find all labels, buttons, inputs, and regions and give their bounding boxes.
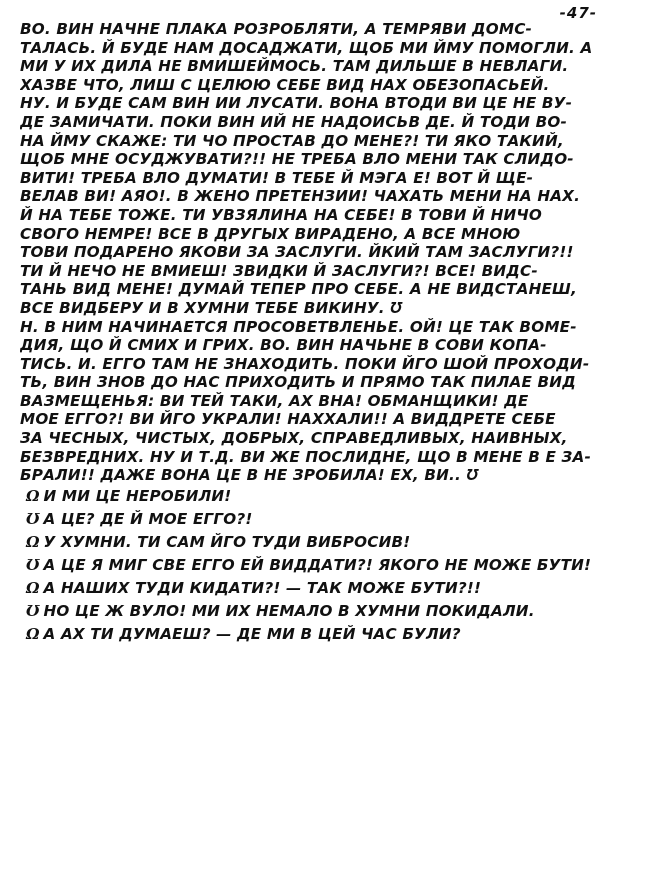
text-line: НУ. И БУДЕ САМ ВИН ИИ ЛУСАТИ. ВОНА ВТОДИ ВИ ЦЕ НЕ ВУ- <box>20 94 573 113</box>
text-line: БЕЗВРЕДНИХ. НУ И Т.Д. ВИ ЖЕ ПОСЛИДНЕ, ЩО В МЕНЕ В Е ЗА- <box>20 447 591 466</box>
speaker-mark: Ω <box>26 624 40 643</box>
dialogue-text: У ХУМНИ. ТИ САМ ЙГО ТУДИ ВИБРОСИВ! <box>43 532 411 551</box>
text-line: НА ЙМУ СКАЖЕ: ТИ ЧО ПРОСТАВ ДО МЕНЕ?! ТИ ЯКО ТАКИЙ, <box>20 131 564 150</box>
speaker-mark: Ʊ <box>26 601 40 620</box>
text-line: ЗА ЧЕСНЫХ, ЧИСТЫХ, ДОБРЫХ, СПРАВЕДЛИВЫХ, НАИВНЫХ, <box>20 429 568 448</box>
text-line: ТИСЬ. И. ЕГГО ТАМ НЕ ЗНАХОДИТЬ. ПОКИ ЙГО ШОЙ ПРОХОДИ- <box>20 354 590 373</box>
text-line: ТАНЬ ВИД МЕНЕ! ДУМАЙ ТЕПЕР ПРО СЕБЕ. А НЕ ВИДСТАНЕШ, <box>20 280 577 299</box>
dialogue-text: А ЦЕ? ДЕ Й МОЕ ЕГГО?! <box>43 509 253 528</box>
dialogue-line <box>20 623 627 646</box>
speaker-mark: Ω <box>26 532 40 551</box>
dialogue-block <box>20 485 627 646</box>
text-line: ТИ Й НЕЧО НЕ ВМИЕШ! ЗВИДКИ Й ЗАСЛУГИ?! ВСЕ! ВИДС- <box>20 261 538 280</box>
dialogue-text: И МИ ЦЕ НЕРОБИЛИ! <box>43 486 232 505</box>
dialogue-line <box>20 485 627 508</box>
text-line: ТОВИ ПОДАРЕНО ЯКОВИ ЗА ЗАСЛУГИ. ЙКИЙ ТАМ ЗАСЛУГИ?!! <box>20 243 574 262</box>
text-line: БРАЛИ!! ДАЖЕ ВОНА ЦЕ В НЕ ЗРОБИЛА! ЕХ, ВИ.. Ʊ <box>20 466 479 485</box>
dialogue-text: А НАШИХ ТУДИ КИДАТИ?! — ТАК МОЖЕ БУТИ?!! <box>43 578 482 597</box>
text-line: ВСЕ ВИДБЕРУ И В ХУМНИ ТЕБЕ ВИКИНУ. Ʊ <box>20 298 403 317</box>
text-line: Н. В НИМ НАЧИНАЕТСЯ ПРОСОВЕТВЛЕНЬЕ. ОЙ! ЦЕ ТАК ВОМЕ- <box>20 317 577 336</box>
text-line: Й НА ТЕБЕ ТОЖЕ. ТИ УВЗЯЛИНА НА СЕБЕ! В ТОВИ Й НИЧО <box>20 205 542 224</box>
text-line: ВЕЛАВ ВИ! АЯО!. В ЖЕНО ПРЕТЕНЗИИ! ЧАХАТЬ МЕНИ НА НАХ. <box>20 187 581 206</box>
dialogue-line <box>20 508 627 531</box>
dialogue-line <box>20 577 627 600</box>
speaker-mark: Ω <box>26 578 40 597</box>
speaker-mark: Ʊ <box>26 509 40 528</box>
page-number: -47- <box>559 4 597 22</box>
text-line: ТАЛАСЬ. Й БУДЕ НАМ ДОСАДЖАТИ, ЩОБ МИ ЙМУ ПОМОГЛИ. А <box>20 38 593 57</box>
text-line: ДЕ ЗАМИЧАТИ. ПОКИ ВИН ИЙ НЕ НАДОИСЬВ ДЕ. Й ТОДИ ВО- <box>20 112 568 131</box>
dialogue-line <box>20 600 627 623</box>
dialogue-text: А ЦЕ Я МИГ СВЕ ЕГГО ЕЙ ВИДДАТИ?! ЯКОГО НЕ МОЖЕ БУТИ! <box>43 555 592 574</box>
text-line: ВАЗМЕЩЕНЬЯ: ВИ ТЕЙ ТАКИ, АХ ВНА! ОБМАНЩИКИ! ДЕ <box>20 391 529 410</box>
text-line: ТЬ, ВИН ЗНОВ ДО НАС ПРИХОДИТЬ И ПРЯМО ТАК ПИЛАЕ ВИД <box>20 373 576 392</box>
text-line: ВО. ВИН НАЧНЕ ПЛАКА РОЗРОБЛЯТИ, А ТЕМРЯВИ ДОМС- <box>20 20 533 38</box>
text-line: ВИТИ! ТРЕБА ВЛО ДУМАТИ! В ТЕБЕ Й МЭГА Е! ВОТ Й ЩЕ- <box>20 168 534 187</box>
speaker-mark: Ʊ <box>26 555 40 574</box>
text-line: МИ У ИХ ДИЛА НЕ ВМИШЕЙМОСЬ. ТАМ ДИЛЬШЕ В НЕВЛАГИ. <box>20 57 569 76</box>
speaker-mark: Ω <box>26 486 40 505</box>
dialogue-text: НО ЦЕ Ж ВУЛО! МИ ИХ НЕМАЛО В ХУМНИ ПОКИДАЛИ. <box>43 601 535 620</box>
text-line: ДИЯ, ЩО Й СМИХ И ГРИХ. ВО. ВИН НАЧЬНЕ В СОВИ КОПА- <box>20 336 547 355</box>
text-line: ЩОБ МНЕ ОСУДЖУВАТИ?!! НЕ ТРЕБА ВЛО МЕНИ ТАК СЛИДО- <box>20 150 574 169</box>
text-line: МОЕ ЕГГО?! ВИ ЙГО УКРАЛИ! НАХХАЛИ!! А ВИДДРЕТЕ СЕБЕ <box>20 410 556 429</box>
text-line: СВОГО НЕМРЕ! ВСЕ В ДРУГЫХ ВИРАДЕНО, А ВСЕ МНОЮ <box>20 224 521 243</box>
text-line: ХАЗВЕ ЧТО, ЛИШ С ЦЕЛЮЮ СЕБЕ ВИД НАХ ОБЕЗОПАСЬЕЙ. <box>20 75 550 94</box>
dialogue-line <box>20 554 627 577</box>
body-text <box>20 20 627 485</box>
dialogue-text: А АХ ТИ ДУМАЕШ? — ДЕ МИ В ЦЕЙ ЧАС БУЛИ? <box>43 624 461 643</box>
dialogue-line <box>20 531 627 554</box>
